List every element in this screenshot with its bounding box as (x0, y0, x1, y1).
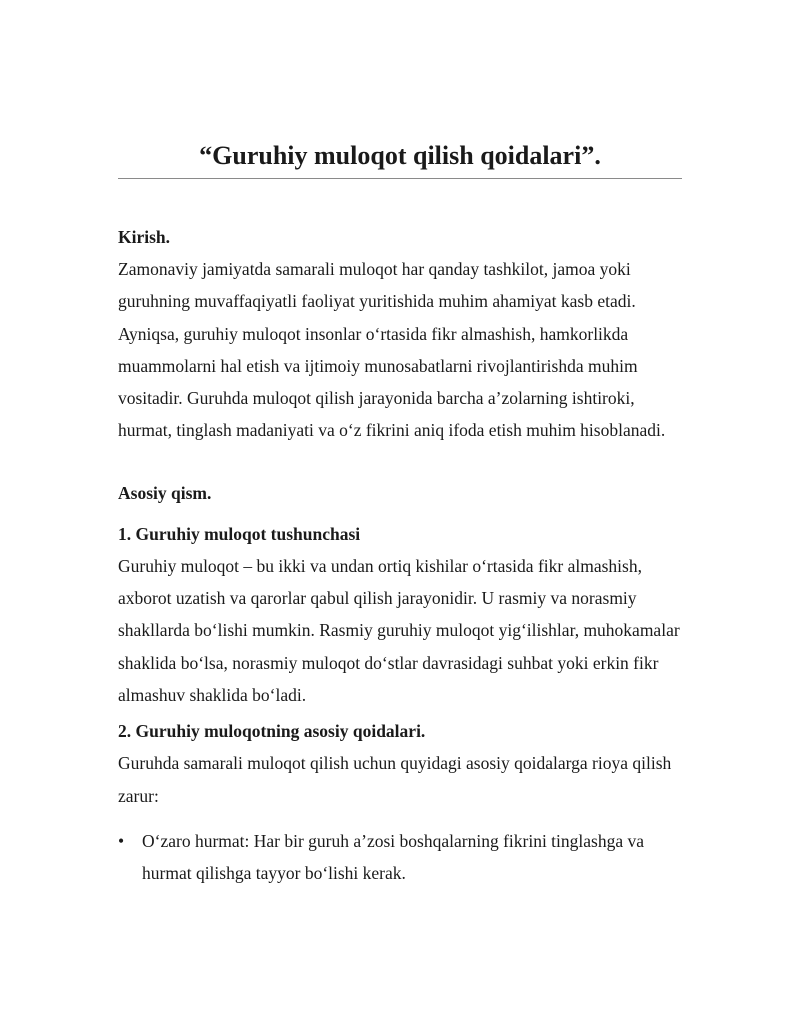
spacer (118, 447, 682, 477)
bullet-marker: • (118, 830, 125, 851)
spacer (118, 812, 682, 825)
intro-paragraph: Zamonaviy jamiyatda samarali muloqot har qanday tashkilot, jamoa yoki guruhning muvaffaqiyatli faoliyat yuritishida muhim ahamiyat kasb etadi. Ayniqsa, guruhiy muloqot insonlar o‘rtasida fikr almashish, hamkorlikda muammolarni hal etish va ijtimoiy munosabatlarni rivojlantirishda muhim vositadir. Guruhda muloqot qilish jarayonida barcha a’zolarning ishtiroki, hurmat, tinglash madaniyati va o‘z fikrini aniq ifoda etish muhim hisoblanadi. (118, 259, 666, 441)
title-divider (118, 178, 682, 179)
list-item (118, 825, 682, 889)
main-heading: Asosiy qism. (118, 482, 212, 503)
section-1-heading: 1. Guruhiy muloqot tushunchasi (118, 523, 361, 544)
document-body (118, 221, 682, 889)
intro-heading: Kirish. (118, 227, 171, 247)
rules-list (118, 825, 682, 889)
section-1-paragraph: Guruhiy muloqot – bu ikki va undan ortiq kishilar o‘rtasida fikr almashish, axborot uzatish va qarorlar qabul qilish jarayonidir. U rasmiy va norasmiy shakllarda bo‘lishi mumkin. Rasmiy guruhiy muloqot yig‘ilishlar, muhokamalar shaklida bo‘lsa, norasmiy muloqot do‘stlar davrasidagi suhbat yoki erkin fikr almashuv shaklida bo‘ladi. (118, 555, 680, 705)
list-item-text: O‘zaro hurmat: Har bir guruh a’zosi boshqalarning fikrini tinglashga va hurmat qilishga tayyor bo‘lishi kerak. (142, 830, 645, 883)
spacer (118, 509, 682, 518)
section-2-paragraph: Guruhda samarali muloqot qilish uchun quyidagi asosiy qoidalarga rioya qilish zarur: (118, 753, 672, 806)
document-title: “Guruhiy muloqot qilish qoidalari”. (199, 141, 601, 170)
section-2-heading: 2. Guruhiy muloqotning asosiy qoidalari. (118, 721, 426, 742)
